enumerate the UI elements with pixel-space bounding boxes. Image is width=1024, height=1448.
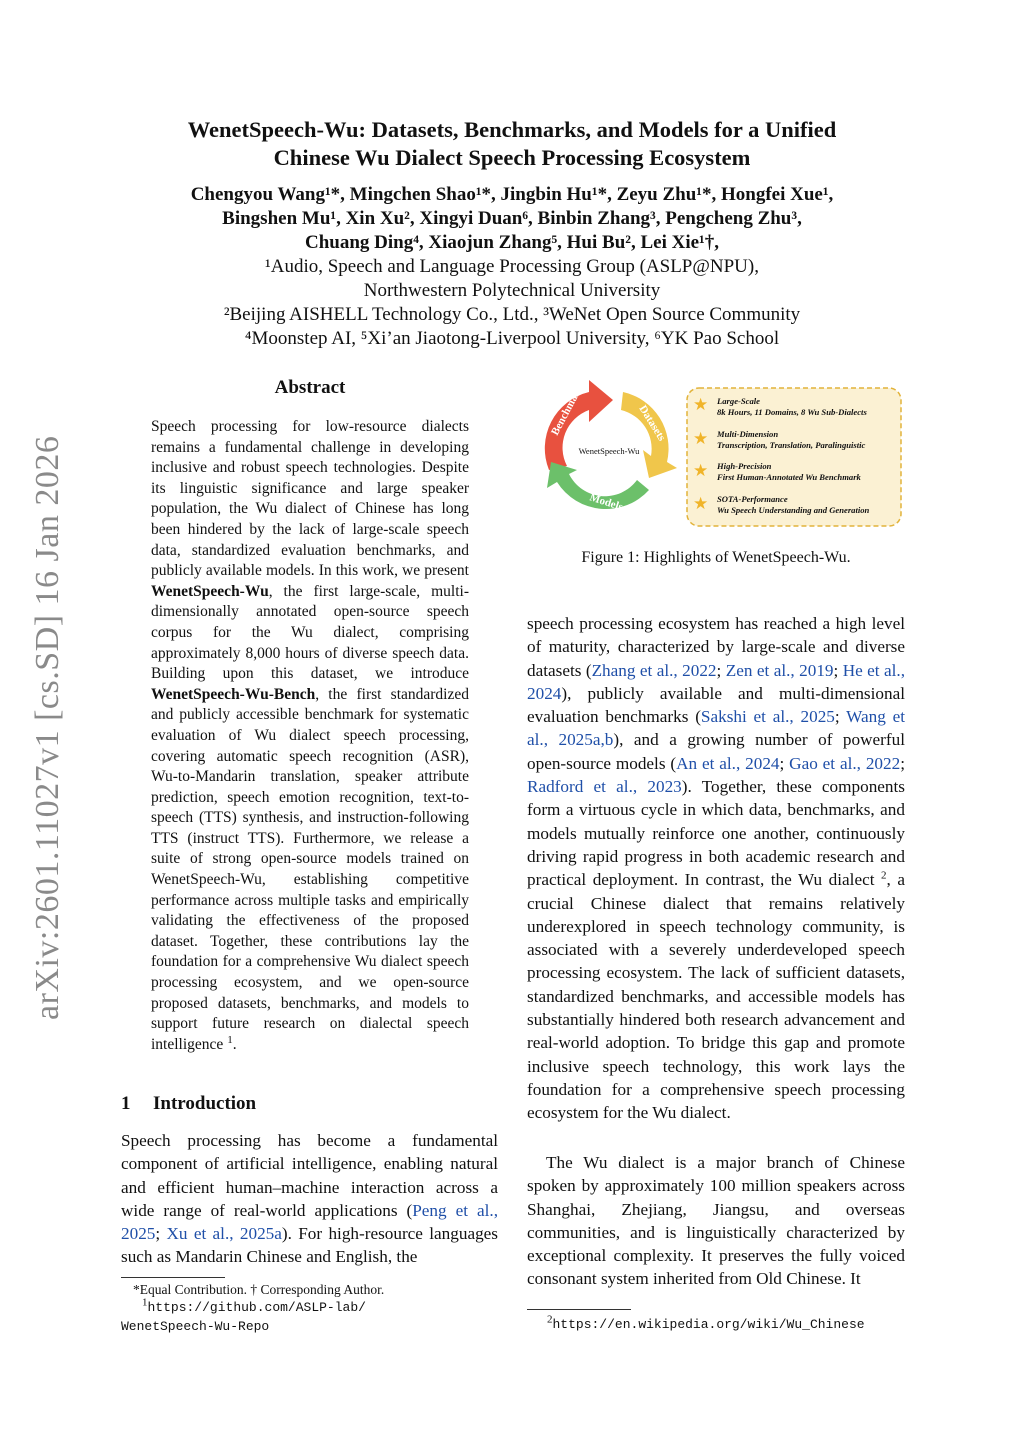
title-line-1: WenetSpeech-Wu: Datasets, Benchmarks, and Models for a Unified: [187, 117, 837, 142]
abstract-text: , the first standardized and publicly accessible benchmark for systematic evaluation of Wu dialect speech processing, covering automatic speech recognition (ASR), Wu-to-Mandarin translation, speaker attribute prediction, speech emotion recognition, text-to-speech (TTS) synthesis, and instruction-following TTS (instruct TTS). Furthermore, we release a suite of strong open-source models trained on WenetSpeech-Wu, establishing competitive performance across multiple tasks and empirically validating the effectiveness of the proposed dataset. Together, these contributions lay the foundation for a comprehensive Wu dialect speech processing ecosystem, and we open-source proposed datasets, benchmarks, and models to support future research on dialectal speech intelligence: [151, 685, 469, 1053]
figure-1: [527, 378, 907, 528]
citation-link[interactable]: He et al., 2024: [527, 660, 906, 703]
abstract-body: [151, 417, 469, 1055]
arxiv-identifier: arXiv:2601.11027v1 [cs.SD] 16 Jan 2026: [29, 435, 66, 1020]
authors-line-3: Chuang Ding⁴, Xiaojun Zhang⁵, Hui Bu², Lei Xie¹†,: [305, 232, 719, 253]
footnote-1-url-cont[interactable]: WenetSpeech-Wu-Repo: [121, 1319, 270, 1334]
footnote-1: [121, 1298, 501, 1336]
figure-1-graphic: [527, 378, 907, 528]
footnote-1-mark: 1: [142, 1296, 148, 1309]
affil-line-1: ¹Audio, Speech and Language Processing Group (ASLP@NPU),: [265, 256, 759, 277]
star-icon: ★: [693, 429, 709, 448]
body-text: ). Together, these components form a virtuous cycle in which data, benchmarks, and models mutually reinforce one another, continuously driving rapid progress in both academic research and practical deployment. In contrast, the Wu dialect: [527, 777, 905, 890]
body-text: , a crucial Chinese dialect that remains relatively underexplored in speech technology community, is associated with a severely underdeveloped speech processing ecosystem. The lack of sufficient datasets, standardized benchmarks, and accessible models has substantially hindered both research advancement and real-world adoption. To bridge this gap and promote inclusive speech technology, this work lays the foundation for a comprehensive speech processing ecosystem for the Wu dialect.: [527, 870, 905, 1123]
citation-link[interactable]: Gao et al., 2022: [789, 753, 901, 773]
author-list: [0, 183, 1024, 255]
authors-line-1: Chengyou Wang¹*, Mingchen Shao¹*, Jingbin Hu¹*, Zeyu Zhu¹*, Hongfei Xue¹,: [190, 184, 834, 205]
body-text: speech processing ecosystem has reached a high level of maturity, characterized by large-scale and diverse datasets (: [527, 614, 905, 680]
citation-link[interactable]: Xu et al., 2025a: [166, 1224, 282, 1244]
arc-label-models: Models: [588, 491, 625, 514]
intro-paragraph-right: [527, 612, 905, 1125]
citation-link[interactable]: Wang et al., 2025a,b: [527, 707, 905, 750]
affil-line-4: ⁴Moonstep AI, ⁵Xi’an Jiaotong-Liverpool University, ⁶YK Pao School: [244, 328, 780, 349]
section-number: 1: [121, 1093, 131, 1114]
citation-separator: ;: [155, 1224, 167, 1244]
footnote-mark-2[interactable]: 2: [881, 869, 887, 882]
datasets-arc: [621, 392, 677, 478]
highlight-2-title: Multi-Dimension: [717, 429, 779, 439]
body-text: Speech processing has become a fundamental component of artificial intelligence, enabling natural and efficient human–machine interaction across a wide range of real-world applications (: [121, 1131, 498, 1220]
citation-link[interactable]: Zhang et al., 2022: [591, 660, 717, 680]
citation-link[interactable]: Peng et al., 2025: [121, 1200, 499, 1244]
footnote-2-mark: 2: [547, 1313, 553, 1326]
footnote-equal-contribution: *Equal Contribution. † Corresponding Author.: [133, 1282, 385, 1297]
footnote-2: [547, 1315, 865, 1334]
section-title: Introduction: [153, 1093, 257, 1114]
citation-link[interactable]: Radford et al., 2023: [527, 777, 682, 797]
citation-link[interactable]: Sakshi et al., 2025: [700, 707, 835, 727]
citation-separator: ;: [779, 753, 790, 773]
title-line-2: Chinese Wu Dialect Speech Processing Ecosystem: [273, 145, 751, 170]
citation-separator: ;: [834, 707, 847, 727]
arc-label-datasets: Datasets: [636, 403, 668, 444]
citation-separator: ;: [833, 660, 843, 680]
cycle-center-label: WenetSpeech-Wu: [578, 446, 640, 456]
dataset-name: WenetSpeech-Wu: [151, 582, 269, 600]
section-heading-introduction: [121, 1093, 256, 1115]
footnote-mark-1[interactable]: 1: [227, 1033, 233, 1046]
citation-separator: ;: [716, 660, 726, 680]
intro-paragraph-left: [121, 1129, 498, 1269]
citation-link[interactable]: An et al., 2024: [676, 753, 780, 773]
highlight-2-desc: Transcription, Translation, Paralinguistic: [717, 440, 866, 450]
abstract-text: Speech processing for low-resource dialects remains a fundamental challenge in developing inclusive and robust speech technologies. Despite its linguistic significance and large speaker population, the Wu dialect of Chinese has long been hindered by the lack of large-scale speech data, standardized evaluation benchmarks, and publicly available models. In this work, we present: [151, 418, 469, 580]
abstract-end: .: [232, 1035, 237, 1053]
abstract-text: , the first large-scale, multi-dimensionally annotated open-source speech corpus for the Wu dialect, comprising approximately 8,000 hours of diverse speech data. Building upon this dataset, we introduce: [151, 582, 469, 683]
arc-label-benchmarks: Benchmarks: [549, 379, 588, 438]
star-icon: ★: [693, 494, 709, 513]
footnote-2-url[interactable]: https://en.wikipedia.org/wiki/Wu_Chinese: [552, 1317, 865, 1332]
footnote-rule: [527, 1309, 631, 1310]
footnote-1-url[interactable]: https://github.com/ASLP-lab/: [147, 1300, 366, 1315]
footnote-rule: [121, 1277, 225, 1278]
paper-title: [0, 116, 1024, 172]
body-text: ). For high-resource languages such as Mandarin Chinese and English, the: [121, 1224, 498, 1267]
affil-line-3: ²Beijing AISHELL Technology Co., Ltd., ³WeNet Open Source Community: [223, 304, 801, 325]
star-icon: ★: [693, 395, 709, 414]
wu-dialect-paragraph: The Wu dialect is a major branch of Chinese spoken by approximately 100 million speakers across Shanghai, Zhejiang, Jiangsu, and overseas communities, and is linguistically characterized by exceptional complexity. It preserves the fully voiced consonant system inherited from Old Chinese. It: [527, 1153, 905, 1289]
figure-1-caption: Figure 1: Highlights of WenetSpeech-Wu.: [581, 549, 851, 566]
affil-line-2: Northwestern Polytechnical University: [363, 280, 661, 301]
abstract-heading: Abstract: [274, 377, 346, 398]
highlight-1-desc: 8k Hours, 11 Domains, 8 Wu Sub-Dialects: [717, 407, 867, 417]
highlight-1-title: Large-Scale: [717, 396, 760, 406]
highlight-4-desc: Wu Speech Understanding and Generation: [717, 505, 870, 515]
body-text: ), publicly available and multi-dimensional evaluation benchmarks (: [527, 683, 905, 727]
authors-line-2: Bingshen Mu¹, Xin Xu², Xingyi Duan⁶, Binbin Zhang³, Pengcheng Zhu³,: [222, 208, 802, 229]
benchmark-name: WenetSpeech-Wu-Bench: [151, 685, 316, 703]
highlight-3-title: High-Precision: [717, 461, 772, 471]
highlight-4-title: SOTA-Performance: [717, 494, 788, 504]
citation-separator: ;: [900, 753, 905, 773]
body-text: ), and a growing number of powerful open-source models (: [527, 730, 905, 773]
highlight-3-desc: First Human-Annotated Wu Benchmark: [717, 472, 861, 482]
citation-link[interactable]: Zen et al., 2019: [725, 660, 834, 680]
affiliations: [0, 255, 1024, 351]
star-icon: ★: [693, 461, 709, 480]
